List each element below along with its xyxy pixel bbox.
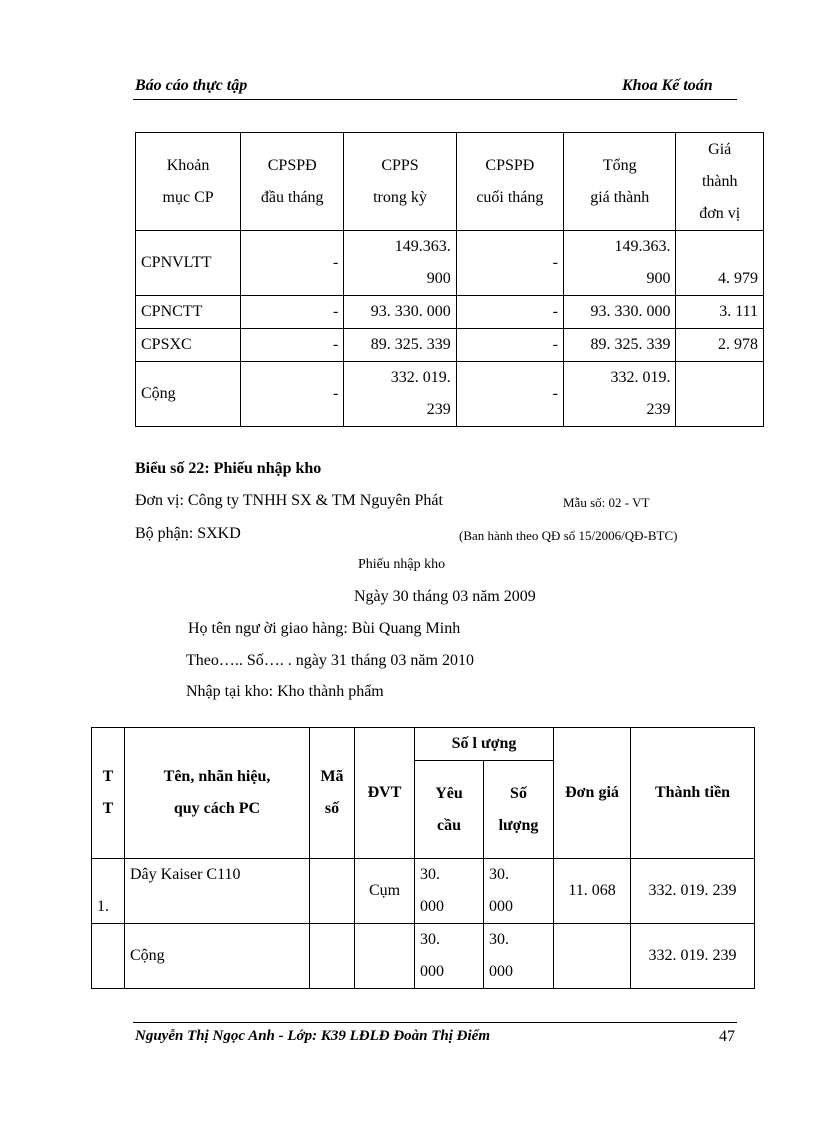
cell-actual: 30. 000 [484, 924, 554, 989]
cell-uom: Cụm [355, 859, 415, 924]
header-amount: Thành tiền [631, 728, 755, 859]
cell-item: Cộng [136, 362, 241, 427]
dept-line: Bộ phận: SXKD [135, 525, 241, 542]
goods-table [91, 727, 755, 989]
cell-item: CPNCTT [136, 296, 241, 329]
header-left: Báo cáo thực tập [135, 77, 248, 94]
doc-date: Ngày 30 tháng 03 năm 2009 [354, 588, 536, 605]
cell-begin: - [241, 296, 344, 329]
header-code: Mã số [310, 728, 355, 859]
header-item: Khoản mục CP [136, 133, 241, 231]
cell-period: 89. 325. 339 [344, 329, 456, 362]
header-unit: Giá thành đơn vị [676, 133, 764, 231]
table-row [136, 231, 764, 296]
header-right: Khoa Kế toán [622, 77, 713, 94]
header-begin: CPSPĐ đầu tháng [241, 133, 344, 231]
cell-item: CPSXC [136, 329, 241, 362]
cell-end: - [456, 329, 563, 362]
doc-title: Phiếu nhập kho [358, 557, 446, 572]
cell-unit [676, 362, 764, 427]
cell-code [310, 859, 355, 924]
cell-begin: - [241, 329, 344, 362]
header-period: CPPS trong kỳ [344, 133, 456, 231]
cell-end: - [456, 362, 563, 427]
cell-requested: 30. 000 [415, 924, 484, 989]
cell-actual: 30. 000 [484, 859, 554, 924]
cell-amount: 332. 019. 239 [631, 924, 755, 989]
according-line: Theo….. Số…. . ngày 31 tháng 03 năm 2010 [186, 652, 474, 669]
cost-table-header [136, 133, 764, 231]
form-number: Mẫu số: 02 - VT [563, 495, 650, 510]
header-rule [133, 99, 737, 100]
cell-end: - [456, 296, 563, 329]
cell-tt: 1. [92, 859, 125, 924]
decree-note: (Ban hành theo QĐ số 15/2006/QĐ-BTC) [459, 528, 678, 543]
cell-requested: 30. 000 [415, 859, 484, 924]
cell-uom [355, 924, 415, 989]
cell-unit: 2. 978 [676, 329, 764, 362]
cost-table [135, 132, 764, 427]
cell-total: 93. 330. 000 [564, 296, 676, 329]
page-number: 47 [719, 1028, 735, 1045]
cell-total: 89. 325. 339 [564, 329, 676, 362]
footer-rule [133, 1022, 737, 1023]
header-name: Tên, nhãn hiệu, quy cách PC [125, 728, 310, 859]
cell-period: 93. 330. 000 [344, 296, 456, 329]
cell-unit: 3. 111 [676, 296, 764, 329]
header-quantity: Số l ượng [415, 728, 554, 761]
cell-period: 332. 019. 239 [344, 362, 456, 427]
cell-amount: 332. 019. 239 [631, 859, 755, 924]
cell-period: 149.363. 900 [344, 231, 456, 296]
footer-author: Nguyễn Thị Ngọc Anh - Lớp: K39 LĐLĐ Đoàn Thị Điểm [135, 1028, 490, 1044]
header-tt: T T [92, 728, 125, 859]
goods-header-row-1 [92, 728, 755, 761]
header-price: Đơn giá [554, 728, 631, 859]
header-total: Tổng giá thành [564, 133, 676, 231]
table-row [136, 362, 764, 427]
table-row [136, 329, 764, 362]
warehouse-line: Nhập tại kho: Kho thành phẩm [186, 683, 384, 700]
cell-name: Cộng [125, 924, 310, 989]
cell-unit: 4. 979 [676, 231, 764, 296]
cell-total: 332. 019. 239 [564, 362, 676, 427]
cell-price: 11. 068 [554, 859, 631, 924]
header-uom: ĐVT [355, 728, 415, 859]
cell-name: Dây Kaiser C110 [125, 859, 310, 924]
header-actual: Số lượng [484, 761, 554, 859]
deliverer-line: Họ tên ngư ời giao hàng: Bùi Quang Minh [188, 620, 461, 637]
table-row [92, 859, 755, 924]
cell-price [554, 924, 631, 989]
table-row [92, 924, 755, 989]
unit-line: Đơn vị: Công ty TNHH SX & TM Nguyên Phát [135, 492, 443, 509]
header-requested: Yêu cầu [415, 761, 484, 859]
table-row [136, 296, 764, 329]
cell-total: 149.363. 900 [564, 231, 676, 296]
cell-begin: - [241, 362, 344, 427]
form-title: Biểu số 22: Phiếu nhập kho [135, 460, 322, 477]
header-end: CPSPĐ cuối tháng [456, 133, 563, 231]
cell-tt [92, 924, 125, 989]
cell-item: CPNVLTT [136, 231, 241, 296]
cell-begin: - [241, 231, 344, 296]
cell-end: - [456, 231, 563, 296]
cell-code [310, 924, 355, 989]
